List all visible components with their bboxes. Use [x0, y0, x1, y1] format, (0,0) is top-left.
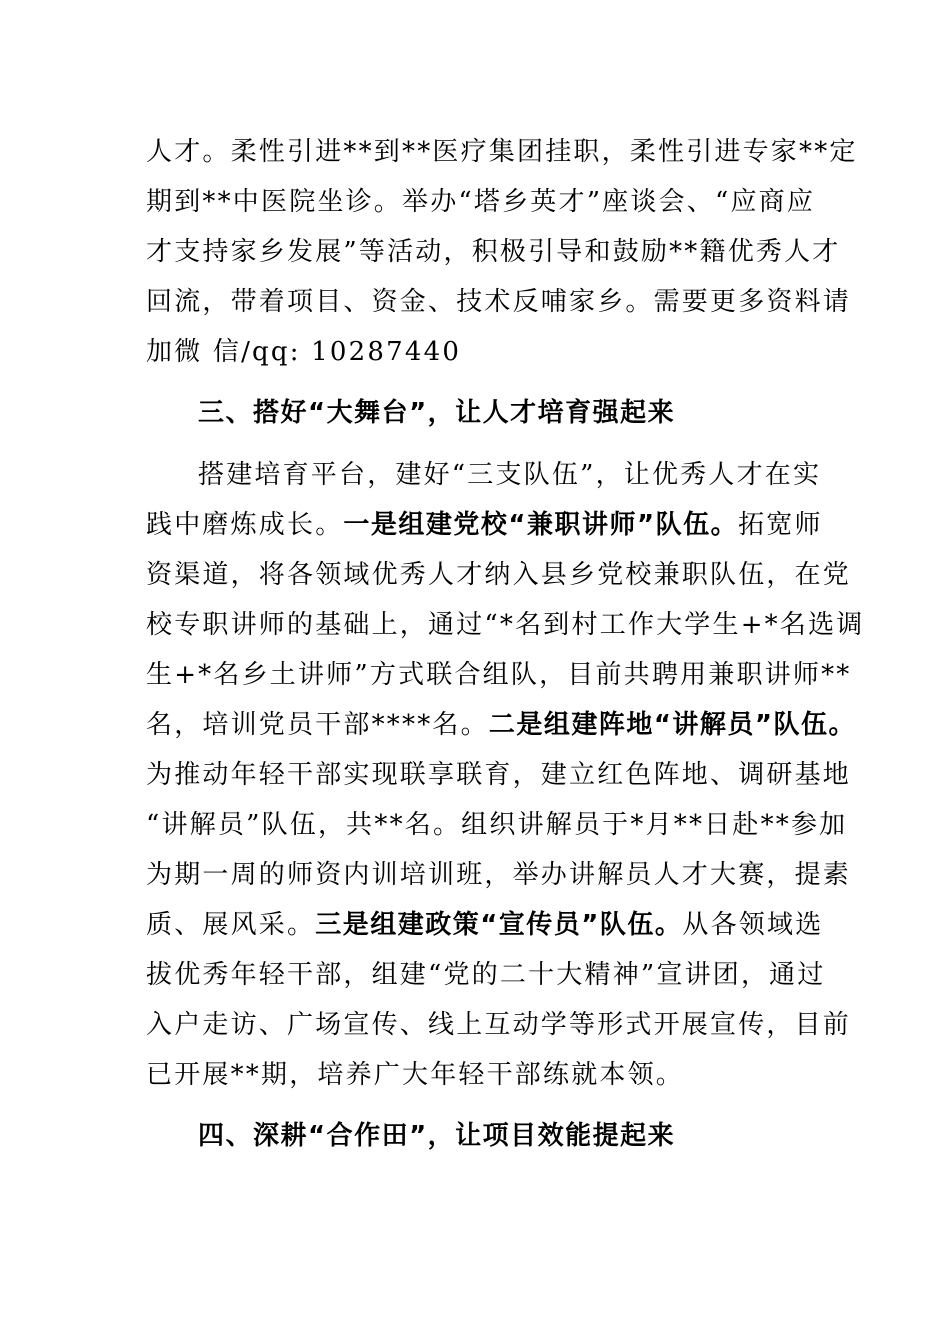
paragraph2-line-3: 资渠道，将各领域优秀人才纳入县乡党校兼职队伍，在党	[146, 560, 852, 590]
paragraph2-line-11: 拔优秀年轻干部，组建“党的二十大精神”宣讲团，通过	[146, 960, 826, 990]
text-run: 践中磨炼成长。	[146, 510, 344, 540]
paragraph2-line-1: 搭建培育平台，建好“三支队伍”，让优秀人才在实	[198, 460, 822, 490]
section-heading-3: 三、搭好“大舞台”，让人才培育强起来	[198, 398, 676, 428]
paragraph2-line-13: 已开展**期，培养广大年轻干部练就本领。	[146, 1060, 685, 1090]
paragraph2-line-8: “讲解员”队伍，共**名。组织讲解员于*月**日赴**参加	[146, 810, 848, 840]
bold-run: 三是组建政策“宣传员”队伍。	[315, 910, 683, 940]
bold-run: 一是组建党校“兼职讲师”队伍。	[343, 510, 739, 540]
paragraph1-line-5: 加微 信/qq: 10287440	[146, 337, 462, 367]
bold-run: 二是组建阵地“讲解员”队伍。	[488, 710, 856, 740]
paragraph2-line-6	[146, 708, 856, 742]
paragraph1-line-3: 才支持家乡发展”等活动，积极引导和鼓励**籍优秀人才	[146, 237, 841, 267]
text-run: 从各领域选	[682, 910, 824, 940]
paragraph2-line-2	[146, 508, 823, 542]
paragraph1-line-4: 回流，带着项目、资金、技术反哺家乡。需要更多资料请	[146, 287, 852, 317]
paragraph2-line-4: 校专职讲师的基础上，通过“*名到村工作大学生+*名选调	[146, 610, 865, 640]
text-run: 名，培训党员干部****名。	[146, 710, 489, 740]
paragraph2-line-7: 为推动年轻干部实现联享联育，建立红色阵地、调研基地	[146, 760, 852, 790]
paragraph2-line-9: 为期一周的师资内训培训班，举办讲解员人才大赛，提素	[146, 860, 852, 890]
paragraph1-line-1: 人才。柔性引进**到**医疗集团挂职，柔性引进专家**定	[146, 137, 858, 167]
paragraph2-line-12: 入户走访、广场宣传、线上互动学等形式开展宣传，目前	[146, 1010, 852, 1040]
text-run: 拓宽师	[738, 510, 823, 540]
section-heading-4: 四、深耕“合作田”，让项目效能提起来	[198, 1121, 676, 1151]
paragraph1-line-2: 期到**中医院坐诊。举办“塔乡英才”座谈会、“应商应	[146, 187, 816, 217]
paragraph2-line-10	[146, 908, 823, 942]
text-run: 质、展风采。	[146, 910, 316, 940]
paragraph2-line-5: 生+*名乡土讲师”方式联合组队，目前共聘用兼职讲师**	[146, 660, 852, 690]
